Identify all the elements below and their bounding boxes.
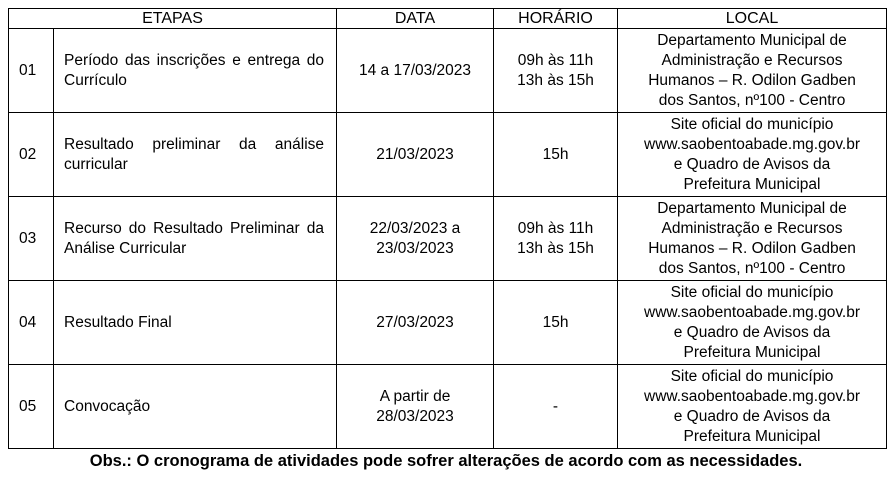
step-time: [494, 29, 618, 113]
step-time-line: 13h às 15h: [517, 71, 594, 89]
step-time: [494, 365, 618, 449]
step-date-line: 22/03/2023 a: [369, 219, 461, 237]
step-location: [618, 365, 887, 449]
step-time-line: 09h às 11h: [517, 219, 594, 237]
step-location-line: Administração e Recursos: [661, 219, 843, 237]
step-location-line: Site oficial do município: [670, 367, 834, 385]
step-location-line: dos Santos, nº100 - Centro: [658, 259, 846, 277]
step-date-line: A partir de: [379, 387, 451, 405]
step-number: 03: [9, 197, 54, 281]
step-time: [494, 197, 618, 281]
step-time: [494, 281, 618, 365]
step-location-line: dos Santos, nº100 - Centro: [658, 91, 846, 109]
header-data: DATA: [337, 9, 494, 29]
step-date-line: 23/03/2023: [376, 239, 454, 257]
step-description: Resultado preliminar da análise curricular: [54, 113, 337, 197]
step-date: [337, 281, 494, 365]
table-row: [9, 365, 887, 449]
step-location-line: Departamento Municipal de: [657, 31, 847, 49]
step-location-line: Humanos – R. Odilon Gadben: [648, 239, 856, 257]
step-date: [337, 197, 494, 281]
step-time-line: -: [552, 397, 559, 415]
header-row: [9, 9, 887, 29]
step-number: 01: [9, 29, 54, 113]
step-description: Convocação: [54, 365, 337, 449]
step-location: [618, 281, 887, 365]
schedule-table: [8, 8, 887, 449]
step-location-line: e Quadro de Avisos da: [673, 407, 831, 425]
step-date-line: 27/03/2023: [376, 313, 454, 331]
observation-note: Obs.: O cronograma de atividades pode sofrer alterações de acordo com as necessidades.: [89, 452, 803, 470]
step-location-line: Prefeitura Municipal: [683, 343, 821, 361]
step-location-line: Administração e Recursos: [661, 51, 843, 69]
step-location-line: Prefeitura Municipal: [683, 175, 821, 193]
step-description: Recurso do Resultado Preliminar da Análise Curricular: [54, 197, 337, 281]
step-location: [618, 197, 887, 281]
step-location-line: Departamento Municipal de: [657, 199, 847, 217]
step-location-line: Site oficial do município: [670, 115, 834, 133]
step-location-line: e Quadro de Avisos da: [673, 155, 831, 173]
step-number: 02: [9, 113, 54, 197]
step-location-line: e Quadro de Avisos da: [673, 323, 831, 341]
table-row: [9, 197, 887, 281]
step-date: [337, 365, 494, 449]
step-location: [618, 113, 887, 197]
header-local: LOCAL: [618, 9, 887, 29]
step-location-line: www.saobentoabade.mg.gov.br: [644, 387, 861, 405]
step-number: 04: [9, 281, 54, 365]
table-row: [9, 29, 887, 113]
step-description: Resultado Final: [54, 281, 337, 365]
step-date-line: 28/03/2023: [376, 407, 454, 425]
step-number: 05: [9, 365, 54, 449]
header-horario: HORÁRIO: [494, 9, 618, 29]
table-row: [9, 281, 887, 365]
step-date: [337, 29, 494, 113]
step-location: [618, 29, 887, 113]
step-date-line: 21/03/2023: [376, 145, 454, 163]
step-date-line: 14 a 17/03/2023: [358, 61, 472, 79]
step-location-line: Site oficial do município: [670, 283, 834, 301]
step-time-line: 13h às 15h: [517, 239, 594, 257]
step-location-line: www.saobentoabade.mg.gov.br: [644, 135, 861, 153]
step-description: Período das inscrições e entrega do Currículo: [54, 29, 337, 113]
step-location-line: www.saobentoabade.mg.gov.br: [644, 303, 861, 321]
step-time-line: 15h: [542, 313, 569, 331]
table-row: [9, 113, 887, 197]
header-etapas: ETAPAS: [9, 9, 337, 29]
step-location-line: Humanos – R. Odilon Gadben: [648, 71, 856, 89]
step-time-line: 15h: [542, 145, 569, 163]
step-location-line: Prefeitura Municipal: [683, 427, 821, 445]
step-time-line: 09h às 11h: [517, 51, 594, 69]
step-date: [337, 113, 494, 197]
step-time: [494, 113, 618, 197]
